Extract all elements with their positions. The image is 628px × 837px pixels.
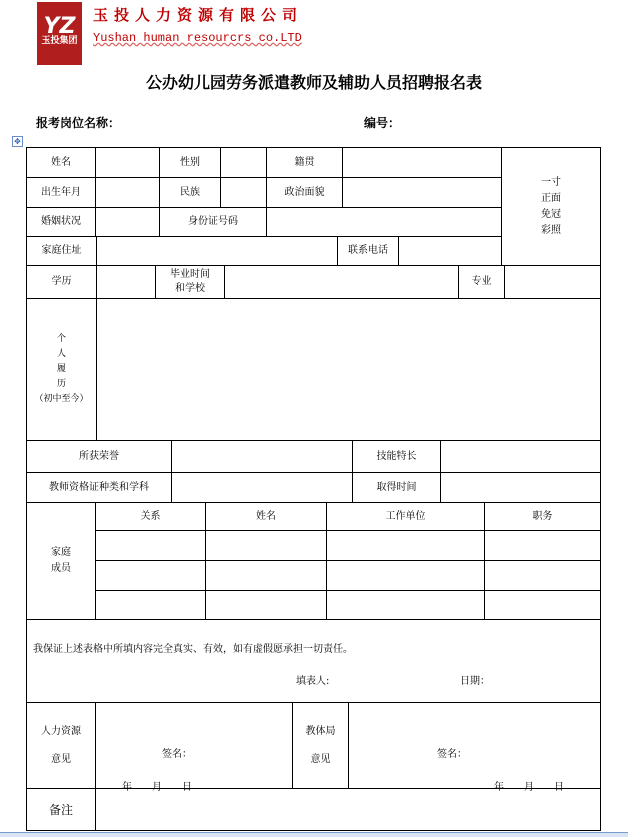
company-logo <box>37 2 82 65</box>
label-edu-opinion: 教体局 意见 <box>292 702 349 789</box>
company-name-en: Yushan human resourcrs co.LTD <box>93 31 302 45</box>
input-address[interactable] <box>96 236 338 266</box>
label-resume: 个 人 履 历 （初中至今） <box>26 298 97 441</box>
label-hr-opinion: 人力资源 意见 <box>26 702 96 789</box>
label-major: 专业 <box>458 265 505 299</box>
family-cell[interactable] <box>484 560 601 591</box>
label-family: 家庭 成员 <box>26 502 96 620</box>
input-id[interactable] <box>266 207 502 237</box>
input-graduation[interactable] <box>224 265 459 299</box>
family-cell[interactable] <box>95 530 206 561</box>
photo-box[interactable]: 一寸 正面 免冠 彩照 <box>501 147 601 266</box>
label-skills: 技能特长 <box>352 440 441 473</box>
input-skills[interactable] <box>440 440 601 473</box>
input-marital[interactable] <box>95 207 160 237</box>
input-remarks[interactable] <box>95 788 601 831</box>
declaration-text: 我保证上述表格中所填内容完全真实、有效，如有虚假愿承担一切责任。 <box>33 644 353 655</box>
date-label: 日期： <box>460 676 490 687</box>
label-cert: 教师资格证种类和学科 <box>26 472 172 503</box>
input-birth[interactable] <box>95 177 160 208</box>
company-name-cn: 玉投人力资源有限公司 <box>93 6 304 24</box>
label-honors: 所获荣誉 <box>26 440 172 473</box>
hr-sign-label: 签名： <box>162 749 192 760</box>
input-cert-time[interactable] <box>440 472 601 503</box>
input-phone[interactable] <box>398 236 502 266</box>
label-id: 身份证号码 <box>159 207 267 237</box>
label-name: 姓名 <box>26 147 96 178</box>
table-move-handle-icon[interactable]: ✥ <box>12 136 23 147</box>
label-ethnic: 民族 <box>159 177 221 208</box>
family-cell[interactable] <box>484 590 601 620</box>
input-major[interactable] <box>504 265 601 299</box>
family-cell[interactable] <box>205 560 327 591</box>
family-col-position: 职务 <box>484 502 601 531</box>
label-political: 政治面貌 <box>266 177 343 208</box>
family-cell[interactable] <box>326 590 485 620</box>
family-cell[interactable] <box>326 530 485 561</box>
input-ethnic[interactable] <box>220 177 267 208</box>
position-label: 报考岗位名称： <box>36 116 121 130</box>
number-label: 编号： <box>364 116 401 130</box>
label-address: 家庭住址 <box>26 236 97 266</box>
label-graduation: 毕业时间和学校 <box>155 265 225 299</box>
label-phone: 联系电话 <box>337 236 399 266</box>
label-cert-time: 取得时间 <box>352 472 441 503</box>
label-birth: 出生年月 <box>26 177 96 208</box>
input-education[interactable] <box>96 265 156 299</box>
family-cell[interactable] <box>205 590 327 620</box>
family-cell[interactable] <box>484 530 601 561</box>
declaration-box <box>26 619 601 703</box>
edu-date-label: 年 月 日 <box>494 782 564 793</box>
edu-sign-label: 签名： <box>437 749 467 760</box>
input-political[interactable] <box>342 177 502 208</box>
family-col-name: 姓名 <box>205 502 327 531</box>
status-bar <box>0 832 628 837</box>
label-native: 籍贯 <box>266 147 343 178</box>
input-name[interactable] <box>95 147 160 178</box>
family-cell[interactable] <box>326 560 485 591</box>
input-resume[interactable] <box>96 298 601 441</box>
filler-label: 填表人: <box>296 676 330 687</box>
label-gender: 性别 <box>159 147 221 178</box>
family-cell[interactable] <box>95 560 206 591</box>
hr-date-label: 年 月 日 <box>122 782 192 793</box>
family-col-relation: 关系 <box>95 502 206 531</box>
edu-opinion-box[interactable] <box>348 702 601 789</box>
label-marital: 婚姻状况 <box>26 207 96 237</box>
logo-text: 玉投集团 <box>41 35 78 46</box>
label-remarks: 备注 <box>26 788 96 831</box>
input-honors[interactable] <box>171 440 353 473</box>
input-native[interactable] <box>342 147 502 178</box>
input-gender[interactable] <box>220 147 267 178</box>
input-cert[interactable] <box>171 472 353 503</box>
family-cell[interactable] <box>205 530 327 561</box>
logo-letters: YZ <box>43 13 76 39</box>
family-col-workplace: 工作单位 <box>326 502 485 531</box>
hr-opinion-box[interactable] <box>95 702 293 789</box>
label-education: 学历 <box>26 265 97 299</box>
form-title: 公办幼儿园劳务派遣教师及辅助人员招聘报名表 <box>145 73 482 92</box>
family-cell[interactable] <box>95 590 206 620</box>
